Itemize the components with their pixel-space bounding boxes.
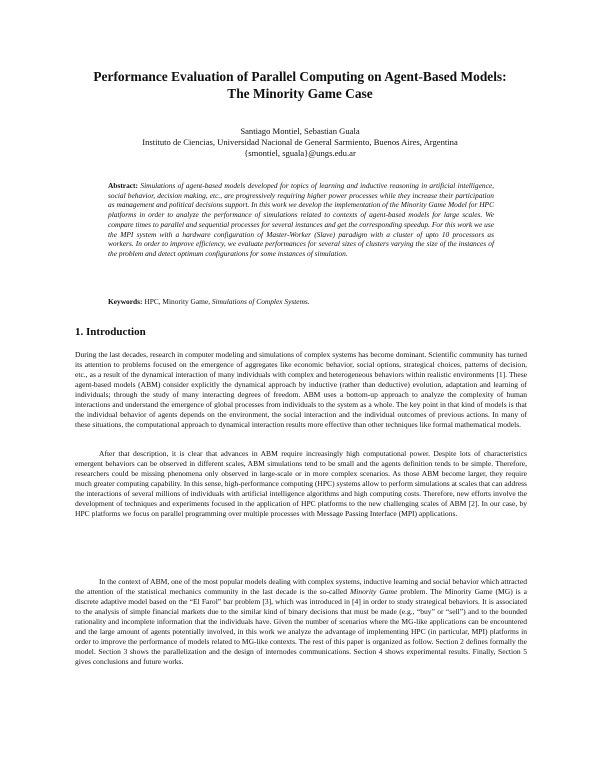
keywords-italic: Simulations of Complex Systems.	[211, 297, 310, 306]
abstract-label: Abstract:	[108, 181, 138, 190]
author-affiliation: Instituto de Ciencias, Universidad Nacional de General Sarmiento, Buenos Aires, Argentina	[142, 137, 458, 147]
paragraph3-part-b: problem. The Minority Game (MG) is a discrete adaptive model based on the “El Farol” bar problem [3], which was introduced in [4] in order to study strategical behaviors. It is associated to the analysis of simple financial markets due to the similar kind of binary decisions that must be made (e.g., “buy” or “sell”) and to the bounded rationality and incomplete information that the individuals have. Given the number of scenarios where the MG-like applications can be encountered and the large amount of agents potentially involved, in this work we analyze the advantage of implementing HPC (in particular, MPI) platforms in order to improve the performance of models related to MG-like contexts. The rest of this paper is organized as follow. Section 2 defines formally the model. Section 3 shows the parallelization and the design of internodes communications. Section 4 shows experimental results. Finally, Section 5 gives conclusions and future works.	[75, 586, 527, 666]
paper-title	[60, 68, 540, 102]
intro-paragraph-2: After that description, it is clear that advances in ABM require increasingly high computational power. Despite lots of characteristics emergent behaviors can be observed in different scales, ABM simulations tend to be small and the agents definition tends to be simple. Therefore, researchers could be missing phenomena only observed in large-scale or in more complex scenarios. As those ABM become larger, they require much greater computing capability. In this sense, high-performance computing (HPC) systems allow to perform simulations at scales that can address the interactions of several millions of individuals with artificial intelligence algorithms and high computing costs. Therefore, new efforts involve the development of techniques and experiments focused in the application of HPC platforms to the new challenging scales of ABM [2]. In our case, by HPC platforms we focus on parallel programming over multiple processes with Message Passing Interface (MPI) applications.	[75, 449, 527, 518]
section-heading: 1. Introduction	[75, 326, 146, 338]
intro-paragraph-1: During the last decades, research in computer modeling and simulations of complex systems has become dominant. Scientific community has turned its attention to problems focused on the emergence of aggregates like economic behavior, social options, strategical choices, patterns of decision, etc., as a result of the dynamical interaction of many individuals with complex and heterogeneous behaviors within realistic environments [1]. These agent-based models (ABM) consider explicitly the dynamical approach by inductive (rather than deductive) evolution, adaptation and learning of individuals; through the study of many interacting degrees of freedom. ABM uses a bottom-up approach to analyze the complexity of human interactions and understand the emergence of global processes from individuals to the system as a whole. The key point in that kind of models is that the individual behavior of agents depends on the environment, the social interaction and the individual outcomes of previous actions. In many of these situations, the computational approach to dynamical interaction results more effective than other techniques like formal mathematical models.	[75, 350, 527, 429]
keywords-label: Keywords:	[108, 297, 143, 306]
paragraph3-term: Minority Game	[349, 586, 398, 596]
author-block	[60, 126, 540, 159]
abstract	[108, 181, 494, 259]
title-line-1: Performance Evaluation of Parallel Computing on Agent-Based Models:	[93, 69, 507, 84]
paragraph3-part-a: In the context of ABM, one of the most popular models dealing with complex systems, inductive learning and social behavior which attracted the attention of the statistical mechanics community in the last decade is the so-called	[75, 577, 527, 596]
keywords-plain: HPC, Minority Game,	[144, 297, 211, 306]
title-line-2: The Minority Game Case	[227, 86, 373, 101]
author-names: Santiago Montiel, Sebastian Guala	[240, 126, 360, 136]
intro-paragraph-3	[75, 577, 527, 667]
author-emails: {smontiel, sguala}@ungs.edu.ar	[244, 148, 356, 158]
abstract-text: Simulations of agent-based models developed for topics of learning and inductive reasoning in artificial intelligence, social behavior, decision making, etc., are progressively requiring higher power processes while they increase their participation as management and political decisions support. In this work we develop the implementation of the Minority Game Model for HPC platforms in order to analyze the performance of simulations related to contexts of agent-based models for large scales. We compare times to parallel and sequential processes for several instances and get the corresponding speedup. For this work we use the MPI system with a hardware configuration of Master-Worker (Slave) paradigm with a cluster of upto 10 processors as workers. In order to improve efficiency, we evaluate performances for several sizes of clusters varying the size of the instances of the problem and detect optimum configurations for some instances of simulation.	[108, 181, 494, 258]
keywords	[108, 297, 494, 307]
